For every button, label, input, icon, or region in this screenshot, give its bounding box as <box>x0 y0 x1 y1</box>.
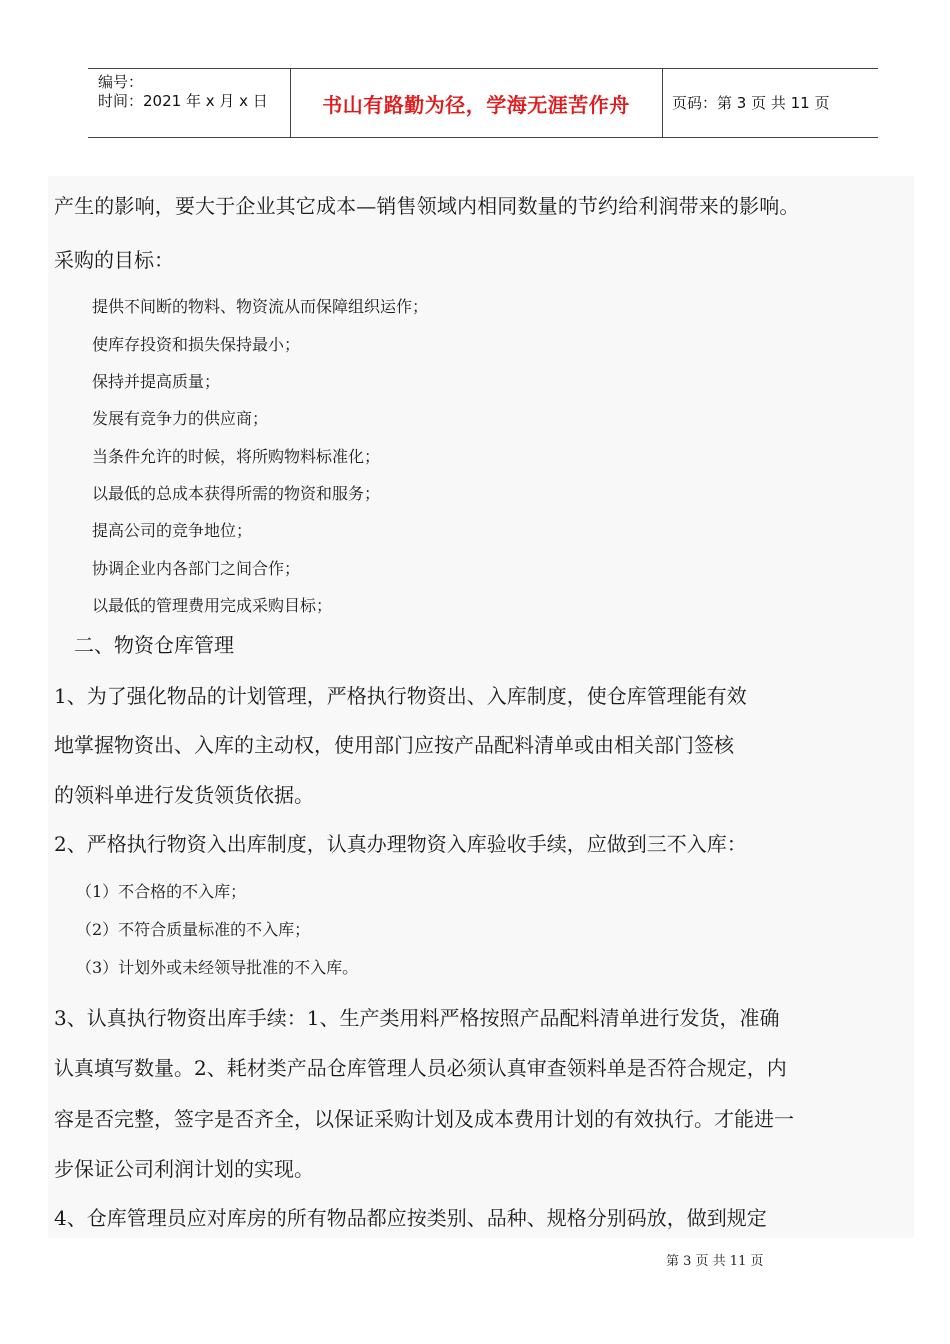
list-item: 使库存投资和损失保持最小； <box>92 335 301 354</box>
document-time: 时间：2021 年 x 月 x 日 <box>98 92 268 110</box>
section-heading: 采购的目标： <box>54 248 174 272</box>
list-item: 以最低的管理费用完成采购目标； <box>92 596 333 615</box>
header-motto: 书山有路勤为径，学海无涯苦作舟 <box>322 92 630 117</box>
list-item: （3）计划外或未经领导批准的不入库。 <box>76 958 359 977</box>
page-number: 页码：第 3 页 共 11 页 <box>672 94 830 112</box>
body-text-line: 容是否完整，签字是否齐全，以保证采购计划及成本费用计划的有效执行。才能进一 <box>54 1107 794 1131</box>
body-text-line: 步保证公司利润计划的实现。 <box>54 1157 314 1181</box>
list-item: 提供不间断的物料、物资流从而保障组织运作； <box>92 297 429 316</box>
list-item: （1）不合格的不入库； <box>76 882 247 901</box>
body-text-line: 地掌握物资出、入库的主动权，使用部门应按产品配料清单或由相关部门签核 <box>54 733 734 757</box>
body-text-line: 4、仓库管理员应对库房的所有物品都应按类别、品种、规格分别码放，做到规定 <box>54 1206 767 1230</box>
list-item: 协调企业内各部门之间合作； <box>92 559 301 578</box>
body-text-line: 2、严格执行物资入出库制度，认真办理物资入库验收手续，应做到三不入库： <box>54 832 747 856</box>
body-text-line: 产生的影响，要大于企业其它成本—销售领域内相同数量的节约给利润带来的影响。 <box>54 194 800 218</box>
list-item: 当条件允许的时候，将所购物料标准化； <box>92 447 381 466</box>
list-item: （2）不符合质量标准的不入库； <box>76 920 311 939</box>
body-text-line: 1、为了强化物品的计划管理，严格执行物资出、入库制度，使仓库管理能有效 <box>54 684 747 708</box>
page-footer: 第 3 页 共 11 页 <box>666 1254 764 1269</box>
section-heading: 二、物资仓库管理 <box>74 633 234 657</box>
header-divider <box>662 69 663 137</box>
list-item: 保持并提高质量； <box>92 372 221 391</box>
page-header <box>88 68 878 138</box>
body-text-line: 的领料单进行发货领货依据。 <box>54 783 314 807</box>
document-code: 编号： <box>98 73 144 91</box>
body-text-line: 认真填写数量。2、耗材类产品仓库管理人员必须认真审查领料单是否符合规定，内 <box>54 1056 787 1080</box>
list-item: 发展有竞争力的供应商； <box>92 409 269 428</box>
list-item: 提高公司的竞争地位； <box>92 521 253 540</box>
body-text-line: 3、认真执行物资出库手续：1、生产类用料严格按照产品配料清单进行发货，准确 <box>54 1006 780 1030</box>
list-item: 以最低的总成本获得所需的物资和服务； <box>92 484 381 503</box>
